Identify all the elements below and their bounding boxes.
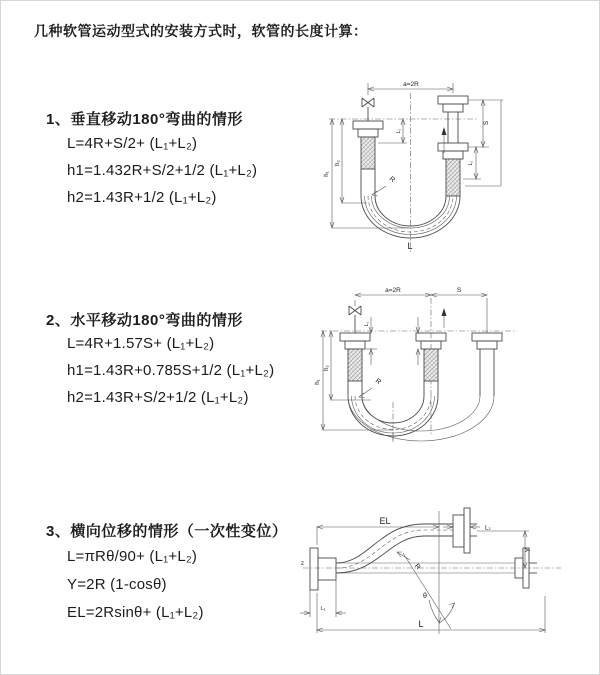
radius-label: R	[387, 175, 397, 185]
dim-span-travel	[355, 293, 487, 333]
displaced-flange	[453, 508, 477, 553]
dim-el-label: EL	[379, 516, 391, 526]
section-3-formula-L: L=πRθ/90+ (L₁+L₂)	[67, 548, 198, 565]
left-flange	[310, 548, 336, 590]
radius-callout	[359, 388, 372, 398]
dim-span-label: a=2R	[403, 81, 419, 88]
section-3-formula-EL: EL=2Rsinθ+ (L₁+L₂)	[67, 604, 204, 621]
dim-travel-label: S	[483, 120, 490, 126]
radius-label: R	[412, 562, 422, 572]
section-2-formula-h2: h2=1.43R+S/2+1/2 (L₁+L₂)	[67, 389, 249, 406]
dim-y-label: Y	[525, 547, 532, 553]
section-1-heading: 1、垂直移动180°弯曲的情形	[46, 111, 243, 128]
dim-fitting-left-label: L₁	[320, 606, 326, 612]
radius-callout	[397, 552, 410, 560]
radius-callout	[372, 186, 386, 196]
travel-arrow	[442, 308, 447, 328]
dim-h2-label: h₂	[324, 365, 330, 371]
angle-label: θ	[423, 593, 427, 600]
radius-label: R	[373, 377, 383, 387]
datum-label: z	[301, 561, 304, 567]
right-flange-positions	[438, 96, 468, 196]
diagram-vertical-180-bend	[315, 77, 559, 257]
dim-h2-label: h₂	[335, 160, 341, 166]
right-flange-moved	[472, 333, 502, 396]
section-1-formula-L: L=4R+S/2+ (L₁+L₂)	[67, 135, 198, 152]
left-flange	[353, 121, 383, 169]
dim-fitting-right	[463, 100, 501, 186]
dim-fitting-right-label: L₂	[468, 160, 474, 166]
diagram-lateral-displacement	[299, 501, 567, 649]
dim-length	[317, 593, 545, 633]
dim-fitting-right	[443, 525, 480, 529]
section-1-formula-h1: h1=1.432R+S/2+1/2 (L₁+L₂)	[67, 162, 258, 179]
dim-h1-label: h₁	[315, 379, 321, 385]
dim-y	[477, 531, 529, 568]
travel-arrow	[442, 127, 447, 153]
construction-lines	[403, 511, 455, 634]
dim-fitting-left	[378, 119, 407, 143]
hose-s-curve	[336, 524, 453, 573]
valve-icon	[349, 306, 361, 333]
left-flange	[340, 333, 370, 381]
middle-flange	[416, 333, 446, 381]
dim-length-label: L	[418, 619, 424, 629]
dim-h1-label: h₁	[324, 171, 330, 177]
dim-fitting-left-label: L₁	[364, 321, 370, 327]
section-2-formula-L: L=4R+1.57S+ (L₁+L₂)	[67, 335, 215, 352]
section-2-heading: 2、水平移动180°弯曲的情形	[46, 312, 243, 329]
dim-span-label: a=2R	[385, 287, 401, 294]
section-2-formula-h1: h1=1.43R+0.785S+1/2 (L₁+L₂)	[67, 362, 275, 379]
dim-travel-label: S	[456, 287, 462, 294]
section-3-formula-Y: Y=2R (1-cosθ)	[67, 576, 167, 593]
page-title: 几种软管运动型式的安装方式时，软管的长度计算：	[34, 23, 368, 39]
length-label: L	[407, 241, 413, 251]
valve-icon	[362, 98, 374, 121]
diagram-horizontal-180-bend	[313, 284, 563, 446]
section-1-formula-h2: h2=1.43R+1/2 (L₁+L₂)	[67, 189, 217, 206]
dim-fitting-right-label: L₂	[485, 525, 491, 532]
dim-fitting-left-label: L₁	[396, 128, 402, 134]
section-3-heading: 3、横向位移的情形（一次性变位）	[46, 523, 288, 540]
